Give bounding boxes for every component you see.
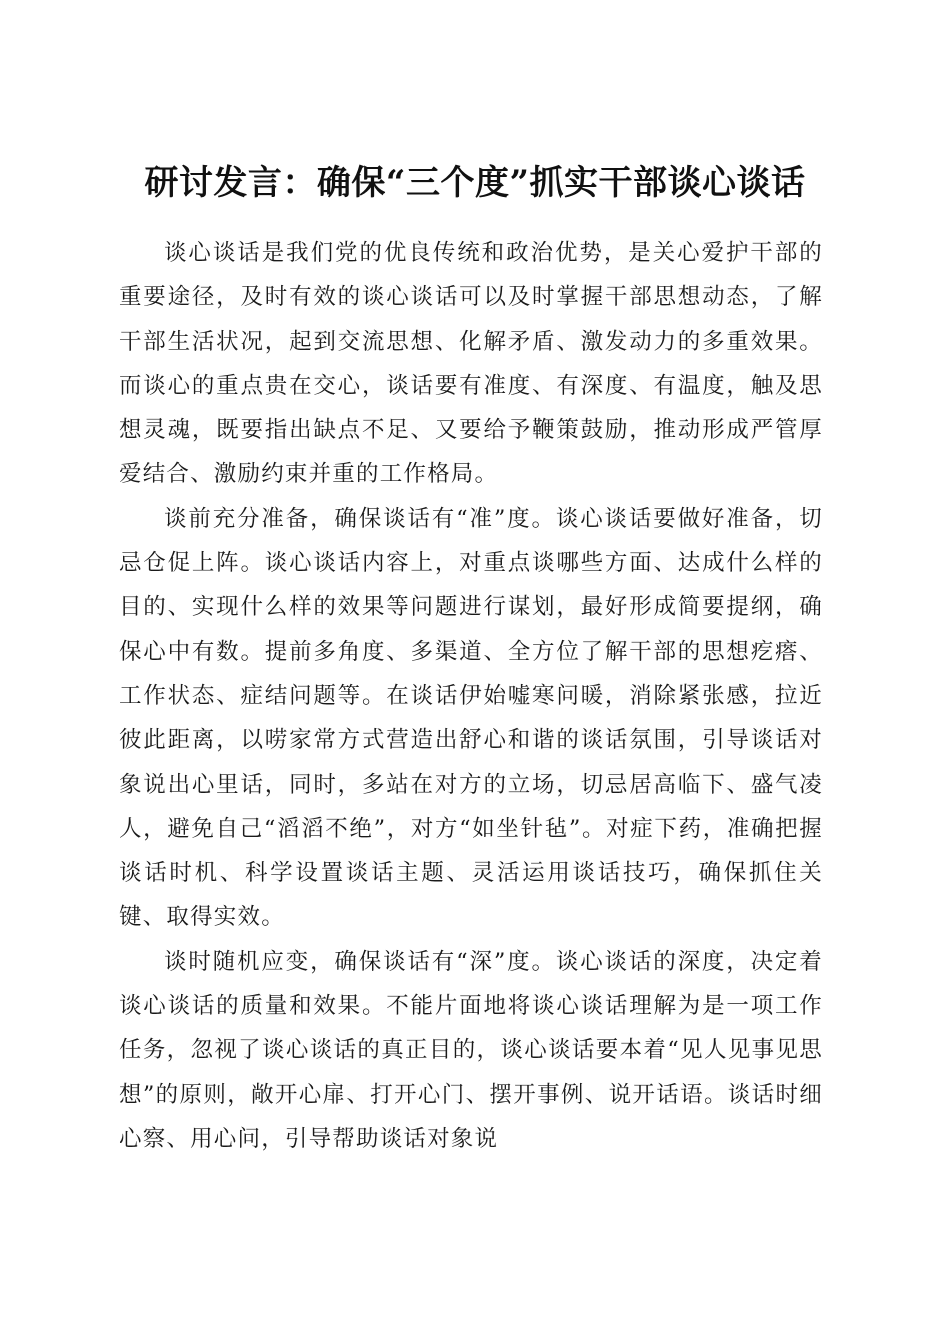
paragraph-depth: 谈时随机应变，确保谈话有“深”度。谈心谈话的深度，决定着谈心谈话的质量和效果。不能片面地将谈心谈话理解为是一项工作任务，忽视了谈心谈话的真正目的，谈心谈话要本着“见人见事见思想”的原则，敞开心扉、打开心门、摆开事例、说开话语。谈话时细心察、用心问，引导帮助谈话对象说 [119, 948, 823, 1152]
document-body [119, 231, 823, 1161]
paragraph-accuracy: 谈前充分准备，确保谈话有“准”度。谈心谈话要做好准备，切忌仓促上阵。谈心谈话内容上，对重点谈哪些方面、达成什么样的目的、实现什么样的效果等问题进行谋划，最好形成简要提纲，确保心中有数。提前多角度、多渠道、全方位了解干部的思想疙瘩、工作状态、症结问题等。在谈话伊始嘘寒问暖，消除紧张感，拉近彼此距离，以唠家常方式营造出舒心和谐的谈话氛围，引导谈话对象说出心里话，同时，多站在对方的立场，切忌居高临下、盛气凌人，避免自己“滔滔不绝”，对方“如坐针毡”。对症下药，准确把握谈话时机、科学设置谈话主题、灵活运用谈话技巧，确保抓住关键、取得实效。 [119, 505, 823, 931]
document-title: 研讨发言：确保“三个度”抓实干部谈心谈话 [144, 162, 806, 203]
paragraph-intro: 谈心谈话是我们党的优良传统和政治优势，是关心爱护干部的重要途径，及时有效的谈心谈话可以及时掌握干部思想动态，了解干部生活状况，起到交流思想、化解矛盾、激发动力的多重效果。而谈心的重点贵在交心，谈话要有准度、有深度、有温度，触及思想灵魂，既要指出缺点不足、又要给予鞭策鼓励，推动形成严管厚爱结合、激励约束并重的工作格局。 [119, 240, 823, 488]
